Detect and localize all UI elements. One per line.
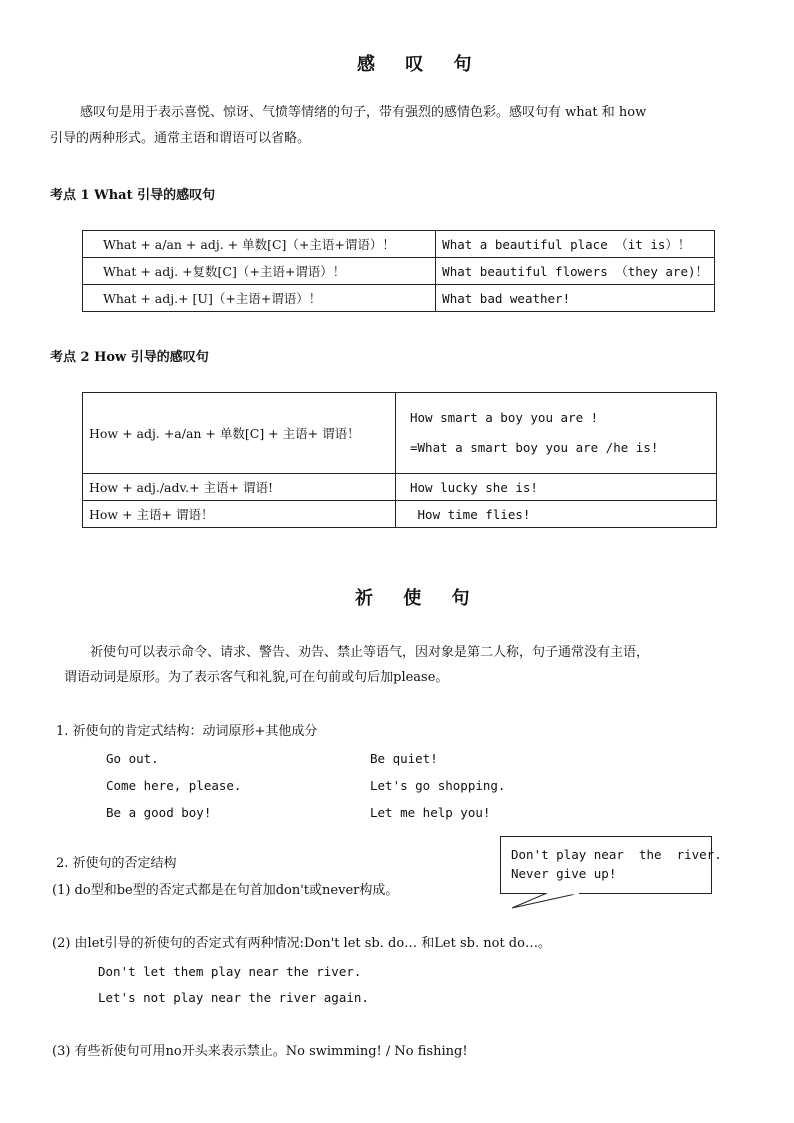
example-line: How smart a boy you are ! <box>410 410 599 425</box>
table-row <box>83 231 715 258</box>
affirmative-heading: 1. 祈使句的肯定式结构：动词原形+其他成分 <box>56 724 318 739</box>
callout-line: Never give up! <box>511 866 617 881</box>
table-row <box>83 474 717 501</box>
imperative-intro-line-1: 祈使句可以表示命令、请求、警告、劝告、禁止等语气，因对象是第二人称，句子通常没有主语， <box>90 645 650 660</box>
negative-item-2-example: Let's not play near the river again. <box>98 990 369 1005</box>
affirmative-example: Go out. <box>106 751 159 766</box>
table-row <box>83 501 717 528</box>
example-cell: What bad weather! <box>436 285 715 312</box>
example-callout-bubble <box>500 836 722 894</box>
negative-item-2: (2) 由let引导的祈使句的否定式有两种情况:Don't let sb. do… 和Let sb. not do…。 <box>52 936 551 951</box>
example-cell: How time flies! <box>396 501 717 528</box>
affirmative-example: Be quiet! <box>370 751 438 766</box>
example-line: =What a smart boy you are /he is! <box>410 440 659 455</box>
section-title-imperative: 祈 使 句 <box>355 588 482 609</box>
affirmative-example: Let me help you! <box>370 805 491 820</box>
affirmative-example: Let's go shopping. <box>370 778 506 793</box>
example-cell: What a beautiful place （it is）！ <box>436 231 715 258</box>
point-2-heading: 考点 2 How 引导的感叹句 <box>50 350 209 365</box>
negative-heading: 2. 祈使句的否定结构 <box>56 856 177 871</box>
section-title-exclamatory: 感 叹 句 <box>357 54 484 75</box>
callout-tail <box>505 893 585 911</box>
affirmative-example: Come here, please. <box>106 778 242 793</box>
pattern-cell: How + 主语+ 谓语！ <box>83 501 396 528</box>
example-cell: What beautiful flowers （they are)！ <box>436 258 715 285</box>
point-1-heading: 考点 1 What 引导的感叹句 <box>50 188 216 203</box>
table-row <box>83 393 717 474</box>
pattern-cell: What + adj. +复数[C]（+主语+谓语）！ <box>83 258 436 285</box>
affirmative-example: Be a good boy! <box>106 805 212 820</box>
how-pattern-table <box>82 392 717 528</box>
what-pattern-table <box>82 230 715 312</box>
negative-item-1: (1) do型和be型的否定式都是在句首加don't或never构成。 <box>52 883 399 898</box>
negative-item-2-example: Don't let them play near the river. <box>98 964 362 979</box>
exclamatory-intro-line-1: 感叹句是用于表示喜悦、惊讶、气愤等情绪的句子，带有强烈的感情色彩。感叹句有 what 和 how <box>80 105 647 120</box>
negative-item-3: (3) 有些祈使句可用no开头来表示禁止。No swimming! / No fishing! <box>52 1044 468 1059</box>
pattern-cell: How + adj. +a/an + 单数[C] + 主语+ 谓语！ <box>83 393 396 474</box>
exclamatory-intro-line-2: 引导的两种形式。通常主语和谓语可以省略。 <box>50 131 311 146</box>
pattern-cell: How + adj./adv.+ 主语+ 谓语! <box>83 474 396 501</box>
callout-line: Don't play near the river. <box>511 847 722 862</box>
table-row <box>83 258 715 285</box>
pattern-cell: What + adj.+ [U]（+主语+谓语）！ <box>83 285 436 312</box>
example-cell <box>396 393 717 474</box>
example-cell: How lucky she is! <box>396 474 717 501</box>
imperative-intro-line-2: 谓语动词是原形。为了表示客气和礼貌,可在句前或句后加please。 <box>64 670 449 685</box>
table-row <box>83 285 715 312</box>
pattern-cell: What + a/an + adj. + 单数[C]（+主语+谓语）！ <box>83 231 436 258</box>
